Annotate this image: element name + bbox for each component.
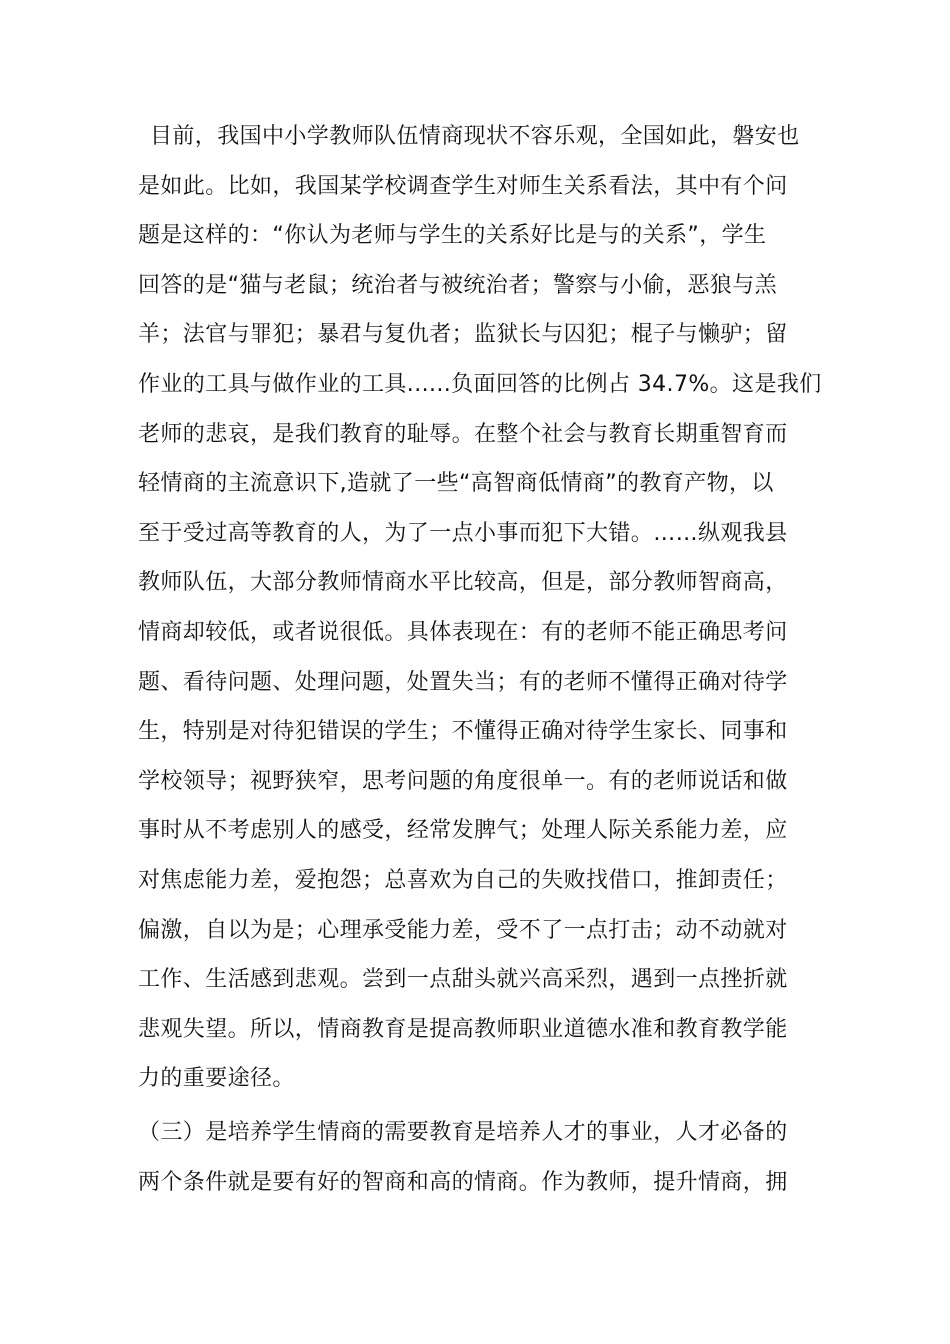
text-line: 目前，我国中小学教师队伍情商现状不容乐观，全国如此，磐安也 (150, 124, 800, 149)
text-line: 是如此。比如，我国某学校调查学生对师生关系看法，其中有个问 (138, 173, 788, 199)
paragraph-student-eq-need (138, 1108, 802, 1207)
text-line: 羊；法官与罪犯；暴君与复仇者；监狱长与囚犯；棍子与懒驴；留 (138, 322, 788, 348)
paragraph-teacher-eq-status (138, 112, 822, 1104)
text-line: 悲观失望。所以，情商教育是提高教师职业道德水准和教育教学能 (138, 1016, 788, 1042)
text-line: 回答的是“猫与老鼠；统治者与被统治者；警察与小偷，恶狼与羔 (138, 272, 777, 298)
text-line: 作业的工具与做作业的工具......负面回答的比例占 34.7%。这是我们 (138, 371, 822, 397)
text-line: 生，特别是对待犯错误的学生；不懂得正确对待学生家长、同事和 (138, 719, 788, 745)
text-line: （三）是培养学生情商的需要教育是培养人才的事业，人才必备的 (138, 1120, 788, 1145)
text-line: 事时从不考虑别人的感受，经常发脾气；处理人际关系能力差，应 (138, 818, 788, 844)
text-line: 题、看待问题、处理问题，处置失当；有的老师不懂得正确对待学 (138, 669, 788, 695)
text-line: 至于受过高等教育的人，为了一点小事而犯下大错。……纵观我县 (138, 520, 788, 546)
text-line: 偏激，自以为是；心理承受能力差，受不了一点打击；动不动就对 (138, 917, 788, 943)
text-line: 情商却较低，或者说很低。具体表现在：有的老师不能正确思考问 (138, 619, 788, 645)
text-line: 题是这样的：“你认为老师与学生的关系好比是与的关系”，学生 (138, 223, 767, 249)
text-line: 两个条件就是要有好的智商和高的情商。作为教师，提升情商，拥 (138, 1169, 788, 1195)
text-line: 轻情商的主流意识下,造就了一些“高智商低情商”的教育产物，以 (138, 471, 774, 497)
text-line: 教师队伍，大部分教师情商水平比较高，但是，部分教师智商高， (138, 570, 788, 596)
text-line: 工作、生活感到悲观。尝到一点甜头就兴高采烈，遇到一点挫折就 (138, 967, 788, 993)
text-line: 老师的悲哀，是我们教育的耻辱。在整个社会与教育长期重智育而 (138, 421, 788, 447)
text-line: 学校领导；视野狭窄，思考问题的角度很单一。有的老师说话和做 (138, 768, 788, 794)
text-line: 力的重要途径。 (138, 1066, 295, 1092)
text-line: 对焦虑能力差，爱抱怨；总喜欢为自己的失败找借口，推卸责任； (138, 867, 788, 893)
